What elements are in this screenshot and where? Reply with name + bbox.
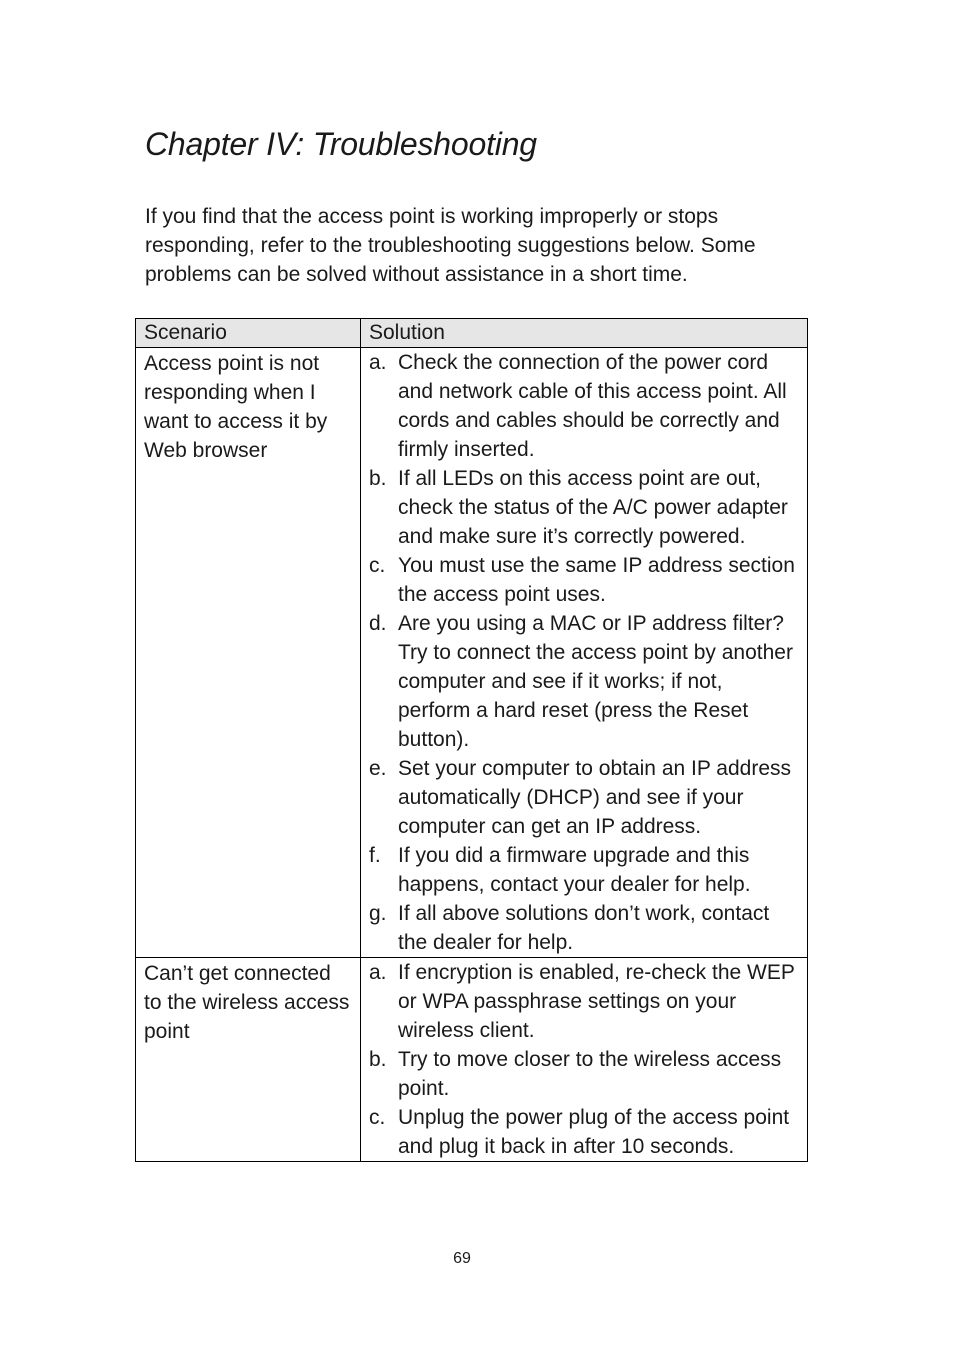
- page-title: Chapter IV: Troubleshooting: [145, 126, 537, 162]
- solution-cell: [361, 348, 808, 958]
- scenario-cell: Can’t get connected to the wireless access point: [136, 958, 361, 1162]
- item-text: Unplug the power plug of the access point and plug it back in after 10 seconds.: [398, 1106, 790, 1158]
- item-text: Set your computer to obtain an IP address automatically (DHCP) and see if your computer can get an IP address.: [398, 757, 792, 838]
- table-header-row: [136, 319, 808, 348]
- table-row: [136, 348, 808, 958]
- solution-item: [369, 551, 799, 609]
- solution-list: [369, 958, 799, 1161]
- item-marker: c.: [369, 1106, 386, 1129]
- item-text: Check the connection of the power cord and network cable of this access point. All cords and cables should be correctly and firmly inserted.: [398, 351, 787, 461]
- solution-list: [369, 348, 799, 957]
- solution-item: [369, 464, 799, 551]
- item-marker: d.: [369, 612, 387, 635]
- solution-cell: [361, 958, 808, 1162]
- solution-item: [369, 841, 799, 899]
- item-marker: g.: [369, 902, 387, 925]
- item-marker: f.: [369, 844, 381, 867]
- troubleshooting-table: [135, 318, 808, 1162]
- solution-item: [369, 609, 799, 754]
- page-number: 69: [453, 1250, 471, 1267]
- item-marker: e.: [369, 757, 387, 780]
- solution-item: [369, 958, 799, 1045]
- solution-item: [369, 1045, 799, 1103]
- item-marker: a.: [369, 351, 387, 374]
- scenario-cell: Access point is not responding when I want to access it by Web browser: [136, 348, 361, 958]
- item-text: Are you using a MAC or IP address filter? Try to connect the access point by another computer and see if it works; if not, perform a hard reset (press the Reset button).: [398, 612, 793, 751]
- solution-item: [369, 348, 799, 464]
- intro-paragraph: If you find that the access point is working improperly or stops responding, refer to the troubleshooting suggestions below. Some problems can be solved without assistance in a short time.: [145, 205, 756, 286]
- item-text: If all LEDs on this access point are out, check the status of the A/C power adapter and make sure it’s correctly powered.: [398, 467, 788, 548]
- item-text: Try to move closer to the wireless access point.: [398, 1048, 782, 1100]
- item-marker: b.: [369, 467, 387, 490]
- header-scenario: Scenario: [136, 319, 361, 348]
- header-solution: Solution: [361, 319, 808, 348]
- solution-item: [369, 899, 799, 957]
- solution-item: [369, 754, 799, 841]
- item-text: If all above solutions don’t work, contact the dealer for help.: [398, 902, 770, 954]
- item-text: If you did a firmware upgrade and this happens, contact your dealer for help.: [398, 844, 751, 896]
- solution-item: [369, 1103, 799, 1161]
- item-text: You must use the same IP address section the access point uses.: [398, 554, 795, 606]
- item-marker: c.: [369, 554, 386, 577]
- item-marker: b.: [369, 1048, 387, 1071]
- item-text: If encryption is enabled, re-check the WEP or WPA passphrase settings on your wireless client.: [398, 961, 795, 1042]
- item-marker: a.: [369, 961, 387, 984]
- table-row: [136, 958, 808, 1162]
